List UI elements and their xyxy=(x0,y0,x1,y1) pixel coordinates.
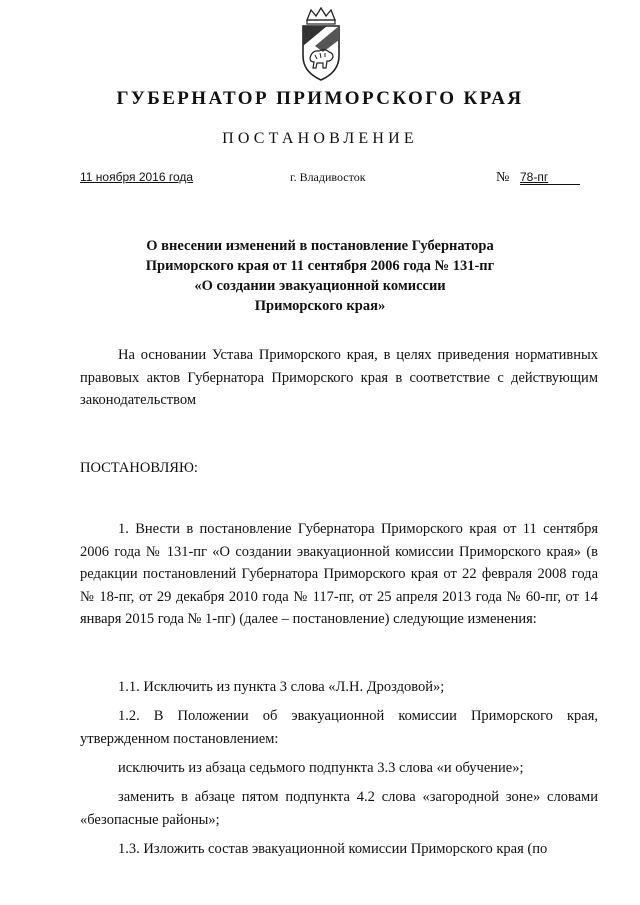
item-1-paragraph: 1. Внести в постановление Губернатора Приморского края от 11 сентября 2006 года № 131-пг «О создании эвакуационной комиссии Приморского края» (в редакции постановлений Губернатора Приморского края от 22 февраля 2008 года № 18-пг, от 29 декабря 2010 года № 117-пг, от 25 апреля 2013 года № 60-пг, от 14 января 2015 года № 1-пг) (далее – постановление) следующие изменения: xyxy=(80,521,598,627)
governor-title: ГУБЕРНАТОР ПРИМОРСКОГО КРАЯ xyxy=(116,88,524,109)
item-1-2-a-paragraph: исключить из абзаца седьмого подпункта 3.3 слова «и обучение»; xyxy=(118,760,524,776)
document-type: ПОСТАНОВЛЕНИЕ xyxy=(222,130,418,147)
subject-line: «О создании эвакуационной комиссии xyxy=(194,278,446,294)
decree-city: г. Владивосток xyxy=(290,170,366,184)
decree-number-label: № xyxy=(496,170,510,185)
item-1-1-paragraph: 1.1. Исключить из пункта 3 слова «Л.Н. Дроздовой»; xyxy=(118,679,445,695)
item-1-2-paragraph: 1.2. В Положении об эвакуационной комиссии Приморского края, утвержденном постановлением: xyxy=(80,708,598,747)
decree-subject xyxy=(120,236,520,316)
resolve-heading: ПОСТАНОВЛЯЮ: xyxy=(80,460,198,476)
subject-line: О внесении изменений в постановление Губернатора xyxy=(146,238,494,254)
coat-of-arms-icon xyxy=(297,6,345,82)
item-1-2-b-paragraph: заменить в абзаце пятом подпункта 4.2 слова «загородной зоне» словами «безопасные районы»; xyxy=(80,789,598,828)
subject-line: Приморского края» xyxy=(254,298,386,314)
decree-date: 11 ноября 2016 года xyxy=(80,170,194,184)
item-1-3-paragraph: 1.3. Изложить состав эвакуационной комиссии Приморского края (по xyxy=(118,841,548,857)
decree-number: 78-пг xyxy=(520,170,580,185)
basis-paragraph: На основании Устава Приморского края, в целях приведения нормативных правовых актов Губернатора Приморского края в соответствие с действующим законодательством xyxy=(80,347,598,408)
subject-line: Приморского края от 11 сентября 2006 года № 131-пг xyxy=(145,258,495,274)
